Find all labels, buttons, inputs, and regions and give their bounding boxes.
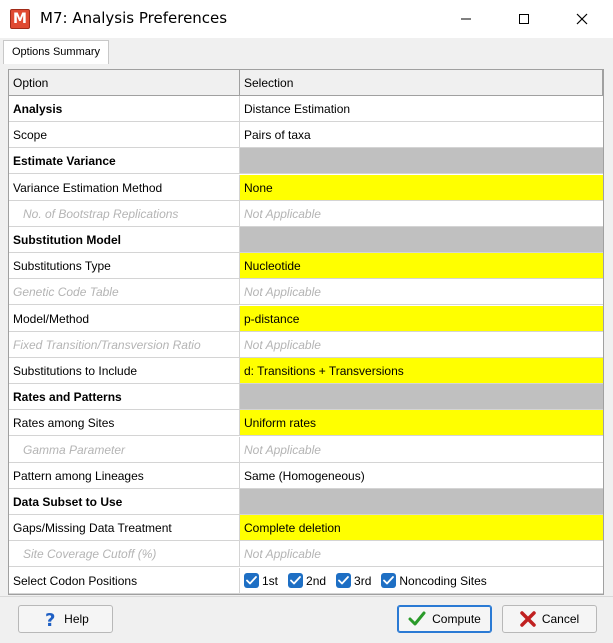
option-cell: Data Subset to Use xyxy=(9,489,240,514)
selection-cell: Not Applicable xyxy=(244,546,321,561)
cancel-label: Cancel xyxy=(541,612,580,626)
svg-text:?: ? xyxy=(45,610,56,628)
option-cell: Pattern among Lineages xyxy=(9,463,240,488)
table-row[interactable] xyxy=(9,253,603,279)
checkbox-checked-icon xyxy=(381,573,396,588)
compute-button[interactable] xyxy=(397,605,492,633)
option-cell: Substitutions Type xyxy=(9,253,240,278)
grid-header xyxy=(9,70,603,96)
option-cell: Fixed Transition/Transversion Ratio xyxy=(9,332,240,357)
option-cell: Variance Estimation Method xyxy=(9,175,240,200)
table-row[interactable] xyxy=(9,568,603,594)
option-cell: Scope xyxy=(9,122,240,147)
selection-cell xyxy=(240,489,603,514)
table-row[interactable] xyxy=(9,175,603,201)
help-button[interactable] xyxy=(18,605,113,633)
options-grid[interactable] xyxy=(8,69,604,595)
table-row[interactable] xyxy=(9,96,603,122)
table-row[interactable] xyxy=(9,489,603,515)
option-cell: No. of Bootstrap Replications xyxy=(9,201,240,226)
selection-cell[interactable]: p-distance xyxy=(240,306,603,331)
selection-cell[interactable]: None xyxy=(240,175,603,200)
checkbox-checked-icon xyxy=(336,573,351,588)
table-row[interactable] xyxy=(9,122,603,148)
table-row[interactable] xyxy=(9,332,603,358)
table-row[interactable] xyxy=(9,358,603,384)
selection-cell[interactable]: Nucleotide xyxy=(240,253,603,278)
codon-checkbox-1st[interactable] xyxy=(244,573,278,588)
table-row[interactable] xyxy=(9,541,603,567)
selection-cell: Not Applicable xyxy=(244,337,321,352)
close-icon xyxy=(576,13,588,25)
option-cell: Substitutions to Include xyxy=(9,358,240,383)
option-cell: Site Coverage Cutoff (%) xyxy=(9,541,240,566)
option-cell: Genetic Code Table xyxy=(9,279,240,304)
table-row[interactable] xyxy=(9,384,603,410)
option-cell: Gaps/Missing Data Treatment xyxy=(9,515,240,540)
option-cell: Analysis xyxy=(9,96,240,121)
selection-cell: Distance Estimation xyxy=(244,101,351,116)
selection-cell[interactable]: Complete deletion xyxy=(240,515,603,540)
app-icon: M xyxy=(10,9,30,29)
help-icon xyxy=(42,610,58,628)
grid-container xyxy=(0,64,613,596)
option-cell: Estimate Variance xyxy=(9,148,240,173)
table-row[interactable] xyxy=(9,437,603,463)
checkbox-label: 2nd xyxy=(306,573,327,588)
selection-cell xyxy=(240,227,603,252)
checkbox-checked-icon xyxy=(288,573,303,588)
tab-strip xyxy=(0,38,613,64)
title-bar xyxy=(0,0,613,38)
table-row[interactable] xyxy=(9,463,603,489)
checkbox-label: 3rd xyxy=(354,573,372,588)
table-row[interactable] xyxy=(9,515,603,541)
maximize-icon xyxy=(518,13,530,25)
selection-cell: Not Applicable xyxy=(244,284,321,299)
compute-label: Compute xyxy=(432,612,481,626)
codon-checkbox-3rd[interactable] xyxy=(336,573,371,588)
codon-checkbox-noncoding-sites[interactable] xyxy=(381,573,486,588)
selection-cell[interactable]: d: Transitions + Transversions xyxy=(240,358,603,383)
help-label: Help xyxy=(64,612,89,626)
selection-cell xyxy=(240,148,603,173)
table-row[interactable] xyxy=(9,227,603,253)
option-cell: Rates and Patterns xyxy=(9,384,240,409)
close-button[interactable] xyxy=(553,0,611,38)
checkbox-checked-icon xyxy=(244,573,259,588)
cancel-x-icon xyxy=(520,611,536,627)
codon-checkbox-2nd[interactable] xyxy=(288,573,326,588)
checkbox-label: 1st xyxy=(262,573,279,588)
selection-cell: Pairs of taxa xyxy=(244,127,311,142)
selection-cell: Not Applicable xyxy=(244,206,321,221)
selection-cell xyxy=(240,568,603,593)
selection-cell[interactable]: Uniform rates xyxy=(240,410,603,435)
dialog-footer xyxy=(0,596,613,643)
maximize-button[interactable] xyxy=(495,0,553,38)
option-cell: Select Codon Positions xyxy=(9,568,240,593)
checkbox-label: Noncoding Sites xyxy=(399,573,487,588)
selection-cell: Not Applicable xyxy=(244,442,321,457)
table-row[interactable] xyxy=(9,410,603,436)
table-row[interactable] xyxy=(9,279,603,305)
checkmark-icon xyxy=(408,611,426,627)
option-cell: Rates among Sites xyxy=(9,410,240,435)
table-row[interactable] xyxy=(9,306,603,332)
tab-options-summary[interactable]: Options Summary xyxy=(3,40,109,64)
option-cell: Model/Method xyxy=(9,306,240,331)
minimize-button[interactable] xyxy=(437,0,495,38)
table-row[interactable] xyxy=(9,148,603,174)
minimize-icon xyxy=(460,13,472,25)
option-cell: Gamma Parameter xyxy=(9,437,240,462)
option-cell: Substitution Model xyxy=(9,227,240,252)
table-row[interactable] xyxy=(9,201,603,227)
window-title: M7: Analysis Preferences xyxy=(40,9,228,27)
column-header-option[interactable]: Option xyxy=(9,70,240,95)
selection-cell xyxy=(240,384,603,409)
column-header-selection[interactable]: Selection xyxy=(240,70,603,95)
cancel-button[interactable] xyxy=(502,605,597,633)
selection-cell: Same (Homogeneous) xyxy=(244,468,365,483)
